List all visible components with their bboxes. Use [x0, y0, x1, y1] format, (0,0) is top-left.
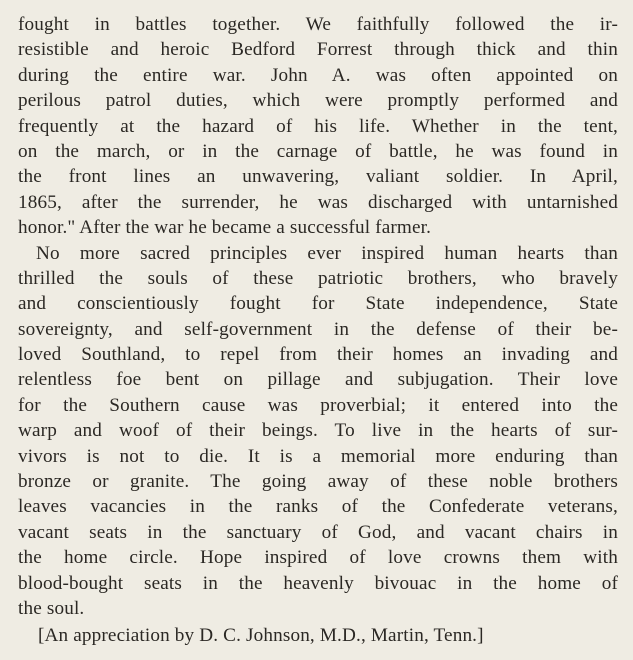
text-line: loved Southland, to repel from their homes an invading and [18, 344, 618, 366]
text-line: vacant seats in the sanctuary of God, and vacant chairs in [18, 521, 618, 543]
text-line: fought in battles together. We faithfully followed the ir- [18, 14, 618, 35]
document-body [18, 12, 618, 649]
text-line: bronze or granite. The going away of these noble brothers [18, 471, 618, 493]
text-line: warp and woof of their beings. To live in the hearts of sur- [18, 420, 618, 442]
paragraph-1 [18, 12, 618, 241]
text-line: the home circle. Hope inspired of love crowns them with [18, 547, 618, 569]
text-line: thrilled the souls of these patriotic brothers, who bravely [18, 267, 618, 289]
text-line: on the march, or in the carnage of battle, he was found in [18, 140, 618, 162]
text-line: perilous patrol duties, which were promptly performed and [18, 90, 618, 112]
attribution: [An appreciation by D. C. Johnson, M.D., Martin, Tenn.] [38, 625, 484, 647]
text-line: No more sacred principles ever inspired human hearts than [36, 242, 618, 264]
text-line: relentless foe bent on pillage and subjugation. Their love [18, 369, 618, 391]
text-line: frequently at the hazard of his life. Whether in the tent, [18, 115, 618, 137]
text-line: 1865, after the surrender, he was discharged with untarnished [18, 191, 618, 213]
text-line: vivors is not to die. It is a memorial more enduring than [18, 445, 618, 467]
paragraph-2 [18, 241, 618, 622]
text-line: the front lines an unwavering, valiant soldier. In April, [18, 166, 618, 188]
text-line: for the Southern cause was proverbial; it entered into the [18, 394, 618, 416]
text-line: honor." After the war he became a successful farmer. [18, 217, 432, 239]
text-line: blood-bought seats in the heavenly bivouac in the home of [18, 572, 618, 594]
text-line: resistible and heroic Bedford Forrest through thick and thin [18, 39, 618, 61]
text-line: sovereignty, and self-government in the defense of their be- [18, 318, 618, 340]
text-line: leaves vacancies in the ranks of the Confederate veterans, [18, 496, 618, 518]
text-line: during the entire war. John A. was often appointed on [18, 64, 618, 86]
text-line: and conscientiously fought for State independence, State [18, 293, 618, 315]
text-line: the soul. [18, 597, 85, 619]
